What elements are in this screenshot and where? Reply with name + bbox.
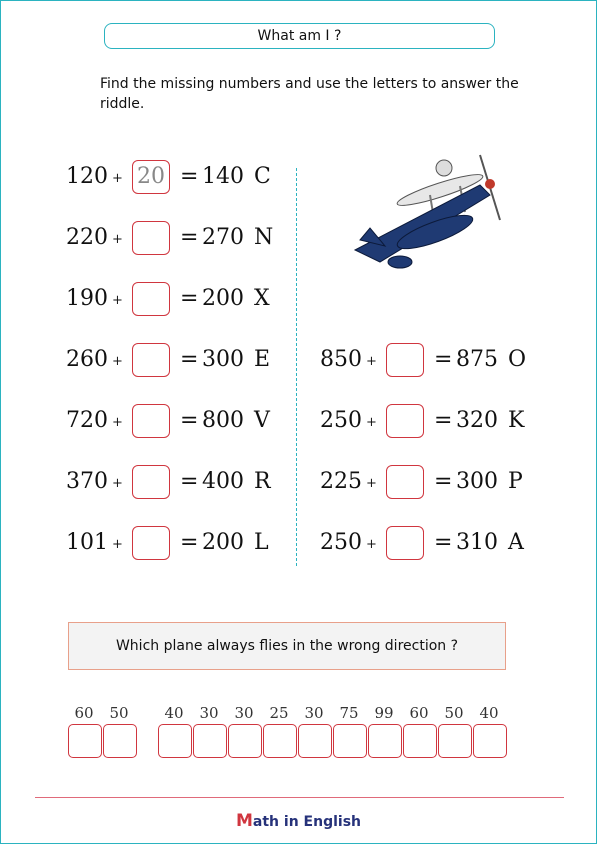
equals-sign: =: [180, 225, 199, 250]
problem-row: [66, 343, 286, 377]
plus-sign: +: [112, 537, 123, 552]
sum: 310: [456, 530, 498, 555]
addend: 250: [320, 408, 362, 433]
answer-letter-box[interactable]: [403, 724, 437, 758]
footer-brand: [0, 811, 597, 831]
addend: 190: [66, 286, 108, 311]
equals-sign: =: [434, 408, 453, 433]
sum: 800: [202, 408, 244, 433]
equals-sign: =: [434, 469, 453, 494]
addend: 850: [320, 347, 362, 372]
answer-letter-box[interactable]: [158, 724, 192, 758]
missing-number-box[interactable]: [132, 282, 170, 316]
letter: P: [508, 469, 523, 494]
missing-number-box[interactable]: [132, 343, 170, 377]
missing-number-box[interactable]: [386, 404, 424, 438]
plus-sign: +: [112, 354, 123, 369]
addend: 220: [66, 225, 108, 250]
missing-number-box[interactable]: [386, 526, 424, 560]
plus-sign: +: [366, 476, 377, 491]
missing-number-box[interactable]: [132, 465, 170, 499]
answer-code: 50: [109, 704, 129, 722]
plus-sign: +: [112, 476, 123, 491]
answer-letter-box[interactable]: [68, 724, 102, 758]
missing-number-box[interactable]: [132, 526, 170, 560]
answer-letter-box[interactable]: [298, 724, 332, 758]
problem-row: [66, 465, 286, 499]
letter: K: [508, 408, 525, 433]
equals-sign: =: [180, 408, 199, 433]
answer-code: 75: [339, 704, 359, 722]
plus-sign: +: [112, 415, 123, 430]
letter: C: [254, 164, 271, 189]
answer-code: 60: [409, 704, 429, 722]
sum: 200: [202, 286, 244, 311]
letter: N: [254, 225, 274, 250]
problem-row: [66, 526, 286, 560]
brand-m: M: [236, 811, 253, 831]
missing-number-box[interactable]: [132, 221, 170, 255]
answer-code: 30: [304, 704, 324, 722]
letter: O: [508, 347, 527, 372]
answer-code: 30: [199, 704, 219, 722]
answer-letter-box[interactable]: [368, 724, 402, 758]
sum: 270: [202, 225, 244, 250]
letter: V: [254, 408, 270, 433]
answer-code: 60: [74, 704, 94, 722]
answer-letter-box[interactable]: [228, 724, 262, 758]
problem-row: [66, 160, 286, 194]
problem-row: [66, 221, 286, 255]
problem-row: [320, 526, 540, 560]
sum: 400: [202, 469, 244, 494]
plus-sign: +: [366, 537, 377, 552]
addend: 250: [320, 530, 362, 555]
letter: X: [254, 286, 270, 311]
airplane-icon: [340, 150, 510, 280]
problem-row: [320, 343, 540, 377]
missing-number-box[interactable]: [132, 404, 170, 438]
plus-sign: +: [112, 293, 123, 308]
answer-letter-box[interactable]: [193, 724, 227, 758]
missing-number-box[interactable]: [386, 343, 424, 377]
missing-number-box[interactable]: 20: [132, 160, 170, 194]
problem-row: [66, 282, 286, 316]
plus-sign: +: [366, 415, 377, 430]
footer-line: [35, 797, 564, 798]
equals-sign: =: [434, 347, 453, 372]
missing-number-box[interactable]: [386, 465, 424, 499]
answer-code: 30: [234, 704, 254, 722]
addend: 101: [66, 530, 108, 555]
answer-letter-box[interactable]: [263, 724, 297, 758]
answer-code: 40: [479, 704, 499, 722]
plus-sign: +: [112, 171, 123, 186]
answer-letter-box[interactable]: [333, 724, 367, 758]
plus-sign: +: [366, 354, 377, 369]
brand-rest: ath in English: [252, 814, 361, 830]
problem-row: [66, 404, 286, 438]
letter: E: [254, 347, 271, 372]
sum: 320: [456, 408, 498, 433]
equals-sign: =: [180, 347, 199, 372]
letter: R: [254, 469, 271, 494]
equals-sign: =: [180, 469, 199, 494]
sum: 875: [456, 347, 498, 372]
column-divider: [296, 168, 297, 566]
answer-code: 40: [164, 704, 184, 722]
addend: 260: [66, 347, 108, 372]
answer-code: 50: [444, 704, 464, 722]
problem-row: [320, 404, 540, 438]
problem-row: [320, 465, 540, 499]
answer-letter-box[interactable]: [103, 724, 137, 758]
instructions: Find the missing numbers and use the letters to answer the riddle.: [100, 76, 519, 112]
sum: 140: [202, 164, 244, 189]
answer-letter-box[interactable]: [473, 724, 507, 758]
answer-letter-box[interactable]: [438, 724, 472, 758]
sum: 300: [202, 347, 244, 372]
worksheet-title: What am I ?: [104, 23, 495, 49]
answer-code: 99: [374, 704, 394, 722]
addend: 720: [66, 408, 108, 433]
riddle-question: Which plane always flies in the wrong direction ?: [68, 622, 506, 670]
sum: 200: [202, 530, 244, 555]
sum: 300: [456, 469, 498, 494]
equals-sign: =: [434, 530, 453, 555]
letter: L: [254, 530, 269, 555]
equals-sign: =: [180, 286, 199, 311]
equals-sign: =: [180, 164, 199, 189]
letter: A: [508, 530, 524, 555]
equals-sign: =: [180, 530, 199, 555]
addend: 225: [320, 469, 362, 494]
plus-sign: +: [112, 232, 123, 247]
answer-code: 25: [269, 704, 289, 722]
addend: 370: [66, 469, 108, 494]
addend: 120: [66, 164, 108, 189]
